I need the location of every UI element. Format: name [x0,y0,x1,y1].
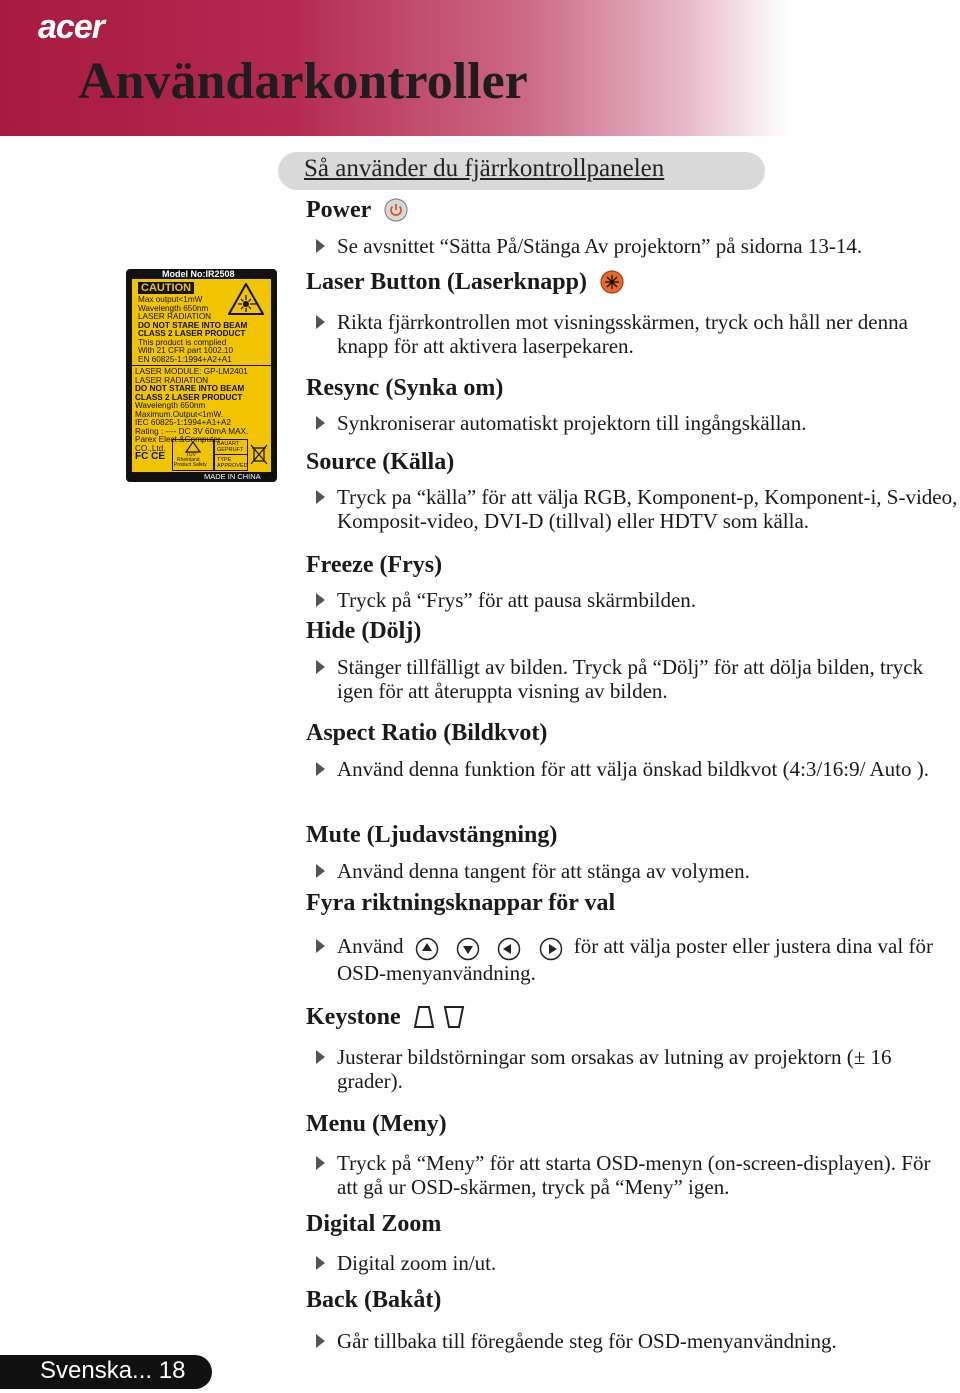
bullet-arrow-icon [316,416,325,430]
bullet-arrow-icon [316,315,325,329]
heading-digital-zoom: Digital Zoom [306,1210,442,1237]
weee-bin-icon [250,443,268,465]
laser-warning-icon [228,283,264,315]
label-divider [132,365,271,366]
bullet-arrow-icon [316,864,325,878]
heading-direction-keys: Fyra riktningsknappar för val [306,889,616,916]
direction-icons [409,935,569,961]
heading-power: Power [306,196,409,224]
bauart-mark: BAUART GEPRUFT TYPE APPROVED [214,439,248,471]
page-number: Svenska... 18 [40,1357,186,1384]
fcc-ce-mark: FC CE [135,451,165,462]
heading-laser: Laser Button (Laserknapp) [306,268,625,296]
desc-source: Tryck pa “källa” för att välja RGB, Komponent-p, Komponent-i, S-video, Komposit-video, DVI-D (tillval) eller HDTV som källa. [316,485,958,533]
bullet-arrow-icon [316,490,325,504]
heading-aspect-ratio: Aspect Ratio (Bildkvot) [306,719,548,746]
bullet-arrow-icon [316,1334,325,1348]
section-title: Så använder du fjärrkontrollpanelen [304,155,665,182]
bullet-arrow-icon [316,1256,325,1270]
label-line: DO NOT STARE INTO BEAM [138,320,248,330]
label-line: Max output<1mW [138,295,203,304]
label-line: DO NOT STARE INTO BEAM [135,384,245,393]
heading-hide: Hide (Dölj) [306,617,422,644]
label-line: EN 60825-1:1994+A2+A1 [138,354,232,364]
desc-digital-zoom: Digital zoom in/ut. [316,1251,956,1275]
keystone-down-icon [443,1005,465,1029]
up-arrow-icon [415,937,439,961]
label-line: Wavelength 650nm [138,303,209,313]
power-button-icon [383,197,409,223]
heading-mute: Mute (Ljudavstängning) [306,821,558,848]
desc-hide: Stänger tillfälligt av bilden. Tryck på “Dölj” för att dölja bilden, tryck igen för att återuppta visning av bilden. [316,655,958,703]
label-line: LASER RADIATION [138,312,212,321]
label-line: Rating : ---- DC 3V 60mA MAX. [135,426,249,436]
label-line: Wavelength 650nm [135,401,206,410]
label-model: Model No:IR2508 [162,269,235,279]
acer-logo: acer [38,8,104,46]
heading-resync: Resync (Synka om) [306,374,504,401]
label-line: CLASS 2 LASER PRODUCT [138,329,246,338]
laser-caution-label [126,269,277,482]
right-arrow-icon [539,937,563,961]
label-line: CLASS 2 LASER PRODUCT [135,392,243,402]
bullet-arrow-icon [316,1156,325,1170]
bullet-arrow-icon [316,660,325,674]
desc-menu: Tryck på “Meny” för att starta OSD-menyn (on-screen-displayen). För att gå ur OSD-skärmen, tryck på “Meny” igen. [316,1151,956,1199]
heading-menu: Menu (Meny) [306,1110,447,1137]
label-line: IEC 60825-1:1994+A1+A2 [135,418,232,427]
heading-back: Back (Bakåt) [306,1286,442,1313]
bullet-arrow-icon [316,939,325,953]
label-yellow-panel [132,279,271,472]
tuv-mark: TUV Rheinland Product Safety [172,439,214,471]
label-line: Parex Elect.&Computer [135,435,221,444]
label-line: LASER MODULE: GP-LM2401 [135,367,248,376]
desc-direction-keys: Använd för att välja poster eller justera dina val för OSD-menyanvändning. [316,934,958,985]
laser-button-icon [599,269,625,295]
bullet-arrow-icon [316,239,325,253]
bullet-arrow-icon [316,593,325,607]
desc-laser: Rikta fjärrkontrollen mot visningsskärmen, tryck och håll ner denna knapp för att aktivera laserpekaren. [316,310,956,358]
heading-keystone: Keystone [306,1003,465,1031]
desc-freeze: Tryck på “Frys” för att pausa skärmbilden. [316,588,956,612]
label-made-in: MADE IN CHINA [204,472,261,481]
left-arrow-icon [497,937,521,961]
bullet-arrow-icon [316,762,325,776]
down-arrow-icon [456,937,480,961]
desc-back: Går tillbaka till föregående steg för OSD-menyanvändning. [316,1329,956,1353]
label-caution: CAUTION [138,282,194,294]
heading-source: Source (Källa) [306,448,455,475]
bullet-arrow-icon [316,1050,325,1064]
desc-power: Se avsnittet “Sätta På/Stänga Av projektorn” på sidorna 13-14. [316,234,956,258]
label-line: CO.,Ltd. [135,443,166,453]
label-line: LASER RADIATION [135,375,209,385]
label-line: This product is complied [138,337,227,347]
desc-resync: Synkroniserar automatiskt projektorn till ingångskällan. [316,411,956,435]
label-line: With 21 CFR part 1002.10 [138,346,234,355]
keystone-up-icon [413,1005,435,1029]
label-line: Maximum.Output<1mW. [135,409,224,419]
heading-freeze: Freeze (Frys) [306,551,443,578]
desc-mute: Använd denna tangent för att stänga av volymen. [316,859,956,883]
desc-aspect-ratio: Använd denna funktion för att välja önskad bildkvot (4:3/16:9/ Auto ). [316,757,956,781]
desc-keystone: Justerar bildstörningar som orsakas av lutning av projektorn (± 16 grader). [316,1045,956,1093]
page-title: Användarkontroller [78,53,528,110]
